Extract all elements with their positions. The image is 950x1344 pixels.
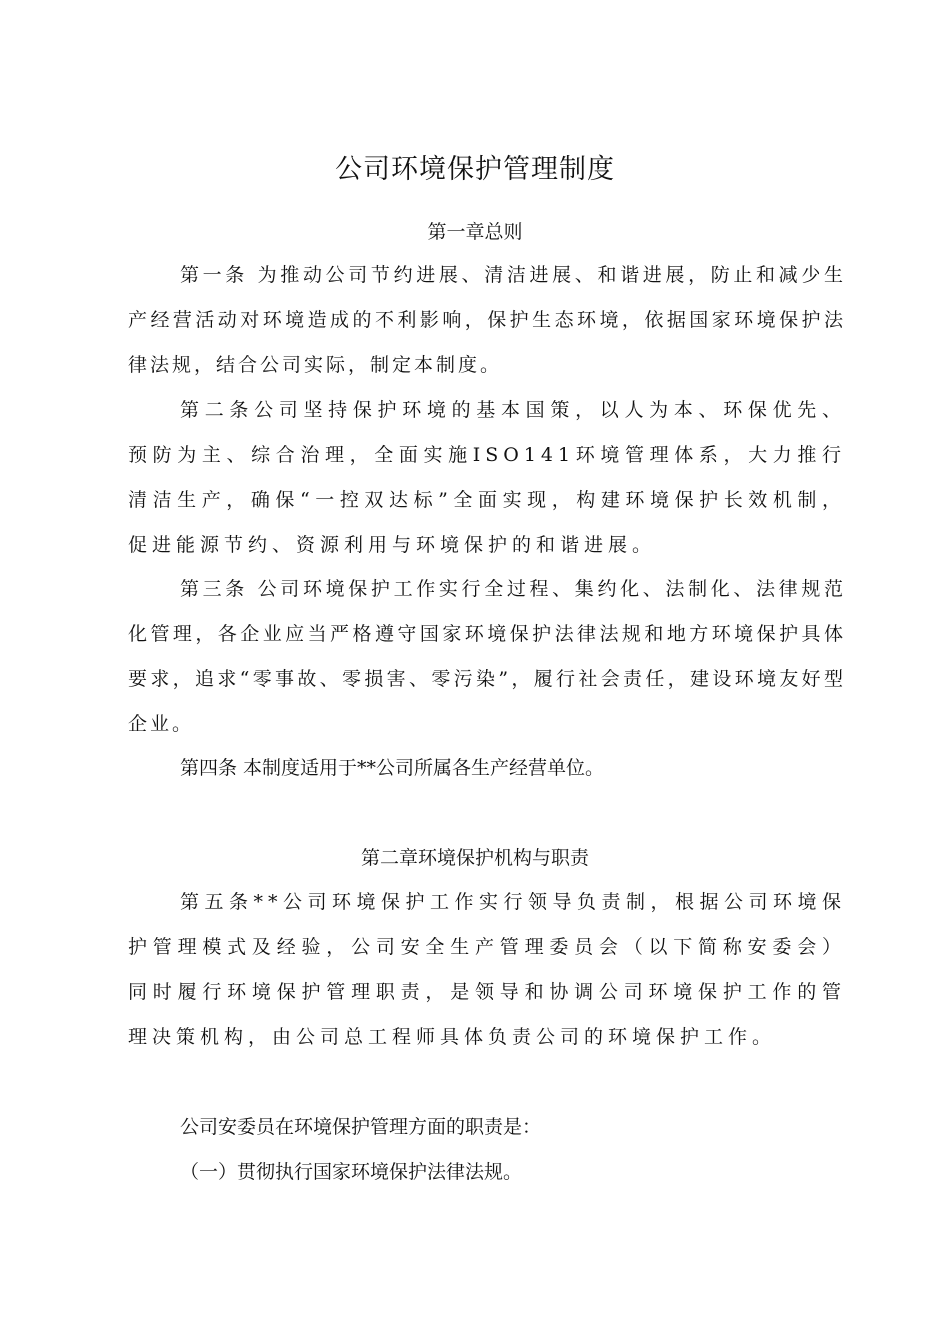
chapter-2-heading: 第二章环境保护机构与职责 [360,847,589,869]
duty-item-1: （一）贯彻执行国家环境保护法律法规。 [180,1161,523,1183]
duties-intro: 公司安委员在环境保护管理方面的职责是： [180,1116,542,1138]
chapter-1-heading: 第一章总则 [427,221,523,243]
article-3: 第三条 公司环境保护工作实行全过程、集约化、法制化、法律规范化管理，各企业应当严格遵守国家环境保护法律法规和地方环境保护具体要求，追求“零事故、零损害、零污染”，履行社会责任，建设环境友好型企业。 [128,578,846,735]
article-5: 第五条**公司环境保护工作实行领导负责制，根据公司环境保护管理模式及经验，公司安全生产管理委员会（以下简称安委会）同时履行环境保护管理职责，是领导和协调公司环境保护工作的管理决策机构，由公司总工程师具体负责公司的环境保护工作。 [128,891,846,1048]
article-1: 第一条 为推动公司节约进展、清洁进展、和谐进展，防止和减少生产经营活动对环境造成的不利影响，保护生态环境，依据国家环境保护法律法规，结合公司实际，制定本制度。 [128,264,846,376]
document-title: 公司环境保护管理制度 [335,154,615,185]
article-4: 第四条 本制度适用于**公司所属各生产经营单位。 [180,757,605,779]
article-2: 第二条公司坚持保护环境的基本国策，以人为本、环保优先、预防为主、综合治理，全面实施ISO141环境管理体系，大力推行清洁生产，确保“一控双达标”全面实现，构建环境保护长效机制，促进能源节约、资源利用与环境保护的和谐进展。 [128,399,846,556]
